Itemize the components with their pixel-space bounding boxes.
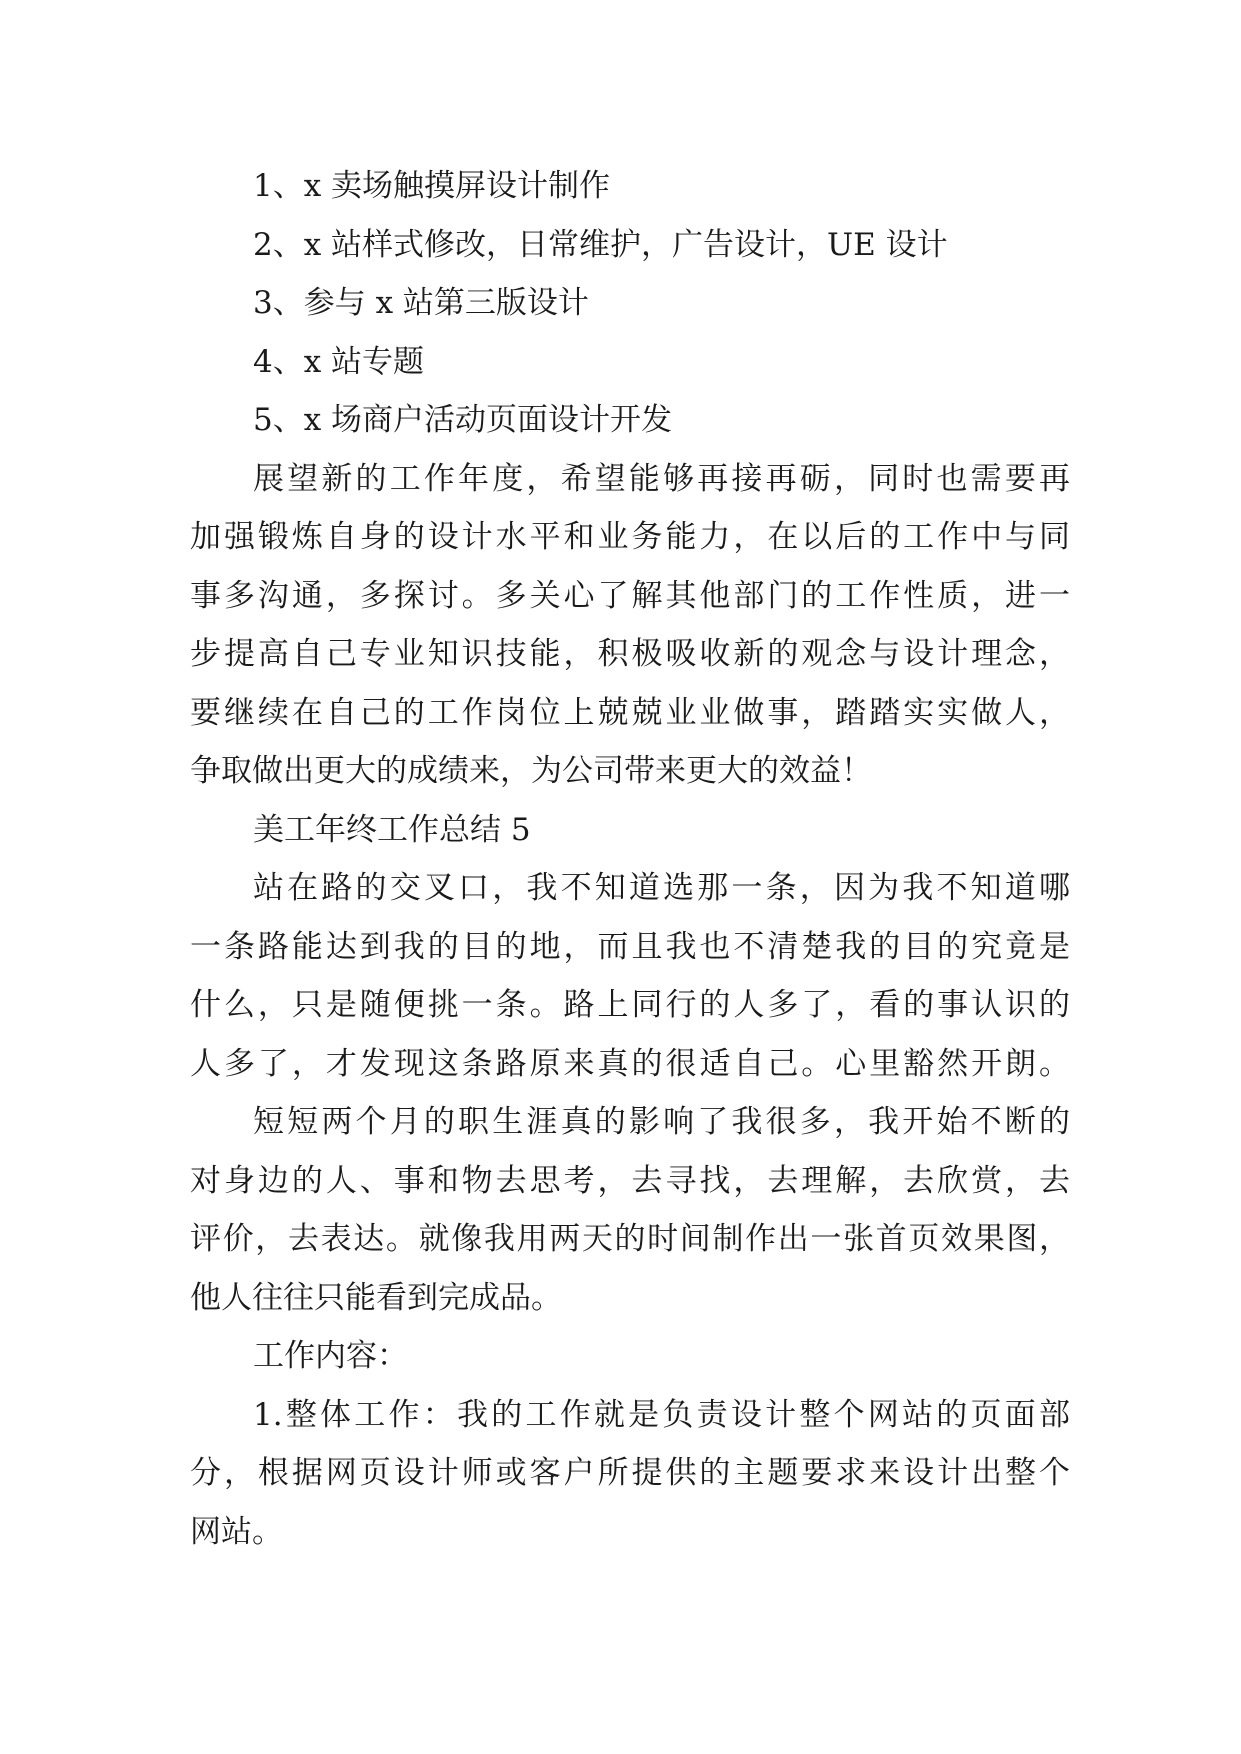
- paragraph-line: 人多了，才发现这条路原来真的很适自己。心里豁然开朗。: [190, 1045, 1070, 1082]
- paragraph-line: 什么，只是随便挑一条。路上同行的人多了，看的事认识的: [190, 987, 1070, 1023]
- section-title: 美工年终工作总结 5: [253, 811, 531, 848]
- paragraph-line: 一条路能达到我的目的地，而且我也不清楚我的目的究竟是: [190, 928, 1070, 965]
- paragraph-line: 加强锻炼自身的设计水平和业务能力，在以后的工作中与同: [190, 519, 1070, 555]
- paragraph-line: 步提高自己专业知识技能，积极吸收新的观念与设计理念，: [190, 636, 1070, 672]
- paragraph-line: 要继续在自己的工作岗位上兢兢业业做事，踏踏实实做人，: [190, 694, 1070, 731]
- paragraph-line: 短短两个月的职生涯真的影响了我很多，我开始不断的: [253, 1104, 1070, 1140]
- paragraph-line: 对身边的人、事和物去思考，去寻找，去理解，去欣赏，去: [190, 1162, 1070, 1199]
- list-item: 4、x 站专题: [253, 343, 425, 380]
- paragraph-line: 网站。: [190, 1513, 283, 1550]
- list-item: 2、x 站样式修改，日常维护，广告设计，UE 设计: [253, 226, 948, 263]
- paragraph-line: 争取做出更大的成绩来，为公司带来更大的效益！: [190, 753, 872, 789]
- list-item: 5、x 场商户活动页面设计开发: [253, 402, 673, 438]
- work-content-label: 工作内容：: [253, 1338, 408, 1374]
- paragraph-line: 分，根据网页设计师或客户所提供的主题要求来设计出整个: [190, 1455, 1070, 1491]
- paragraph-line: 站在路的交叉口，我不知道选那一条，因为我不知道哪: [253, 870, 1070, 906]
- document-body: [190, 157, 1070, 1561]
- paragraph-line: 评价，去表达。就像我用两天的时间制作出一张首页效果图，: [190, 1221, 1070, 1257]
- paragraph-line: 展望新的工作年度，希望能够再接再砺，同时也需要再: [253, 460, 1070, 497]
- paragraph-line: 他人往往只能看到完成品。: [190, 1279, 562, 1316]
- paragraph-line: 事多沟通，多探讨。多关心了解其他部门的工作性质，进一: [190, 577, 1070, 614]
- paragraph-line: 1.整体工作：我的工作就是负责设计整个网站的页面部: [253, 1396, 1070, 1433]
- list-item: 1、x 卖场触摸屏设计制作: [253, 168, 611, 204]
- list-item: 3、参与 x 站第三版设计: [253, 285, 589, 321]
